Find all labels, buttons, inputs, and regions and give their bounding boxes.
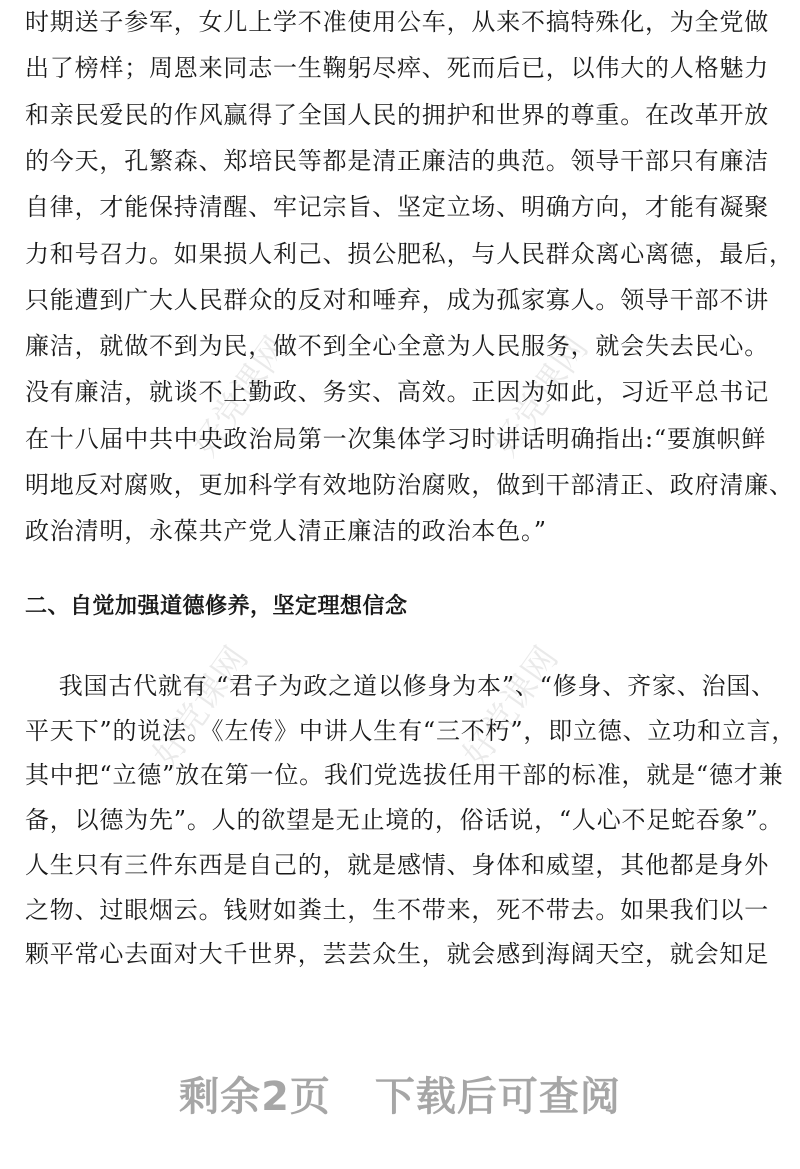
text-line: 只能遭到广大人民群众的反对和唾弃，成为孤家寡人。领导干部不讲 (25, 285, 769, 314)
text-line: 之物、过眼烟云。钱财如粪土，生不带来，死不带去。如果我们以一 (25, 895, 769, 924)
watermark-text: 好党课网 (485, 329, 597, 464)
text-line: 备，以德为先”。人的欲望是无止境的，俗话说，“人心不足蛇吞象”。 (25, 806, 784, 835)
text-line: 力和号召力。如果损人利己、损公肥私，与人民群众离心离德，最后， (25, 239, 794, 268)
text-line: 没有廉洁，就谈不上勤政、务实、高效。正因为如此，习近平总书记 (25, 378, 769, 407)
watermark-text: 好党课网 (145, 639, 257, 774)
remaining-pages-text: 剩余2页 (179, 1074, 331, 1120)
text-line: 颗平常心去面对大千世界，芸芸众生，就会感到海阔天空，就会知足 (25, 940, 769, 969)
text-line: 自律，才能保持清醒、牢记宗旨、坚定立场、明确方向，才能有凝聚 (25, 193, 769, 222)
text-line: 其中把“立德”放在第一位。我们党选拔任用干部的标准，就是“德才兼 (25, 761, 784, 790)
text-line: 和亲民爱民的作风赢得了全国人民的拥护和世界的尊重。在改革开放 (25, 100, 769, 129)
text-line: 政治清明，永葆共产党人清正廉洁的政治本色。” (25, 517, 547, 546)
text-line: 明地反对腐败，更加科学有效地防治腐败，做到干部清正、政府清廉、 (25, 471, 794, 499)
watermark-text: 好党课网 (455, 639, 567, 774)
download-to-view-text: 下载后可查阅 (374, 1074, 621, 1120)
section-heading: 二、自觉加强道德修养，坚定理想信念 (25, 594, 408, 619)
text-line: 人生只有三件东西是自己的，就是感情、身体和威望，其他都是身外 (25, 850, 769, 879)
text-line: 出了榜样；周恩来同志一生鞠躬尽瘁、死而后已，以伟大的人格魅力 (25, 54, 769, 83)
download-prompt[interactable] (0, 1065, 800, 1122)
text-line: 我国古代就有 “君子为政之道以修身为本”、“修身、齐家、治国、 (25, 672, 776, 700)
text-line: 的今天，孔繁森、郑培民等都是清正廉洁的典范。领导干部只有廉洁 (25, 146, 769, 175)
text-line: 廉洁，就做不到为民，做不到全心全意为人民服务，就会失去民心。 (25, 332, 769, 361)
watermark-text: 好党课网 (185, 329, 297, 464)
text-line: 时期送子参军，女儿上学不准使用公车，从来不搞特殊化，为全党做 (25, 8, 769, 36)
text-line: 平天下”的说法。《左传》中讲人生有“三不朽”，即立德、立功和立言， (25, 716, 797, 745)
text-line: 在十八届中共中央政治局第一次集体学习时讲话明确指出:“要旗帜鲜 (25, 424, 767, 453)
